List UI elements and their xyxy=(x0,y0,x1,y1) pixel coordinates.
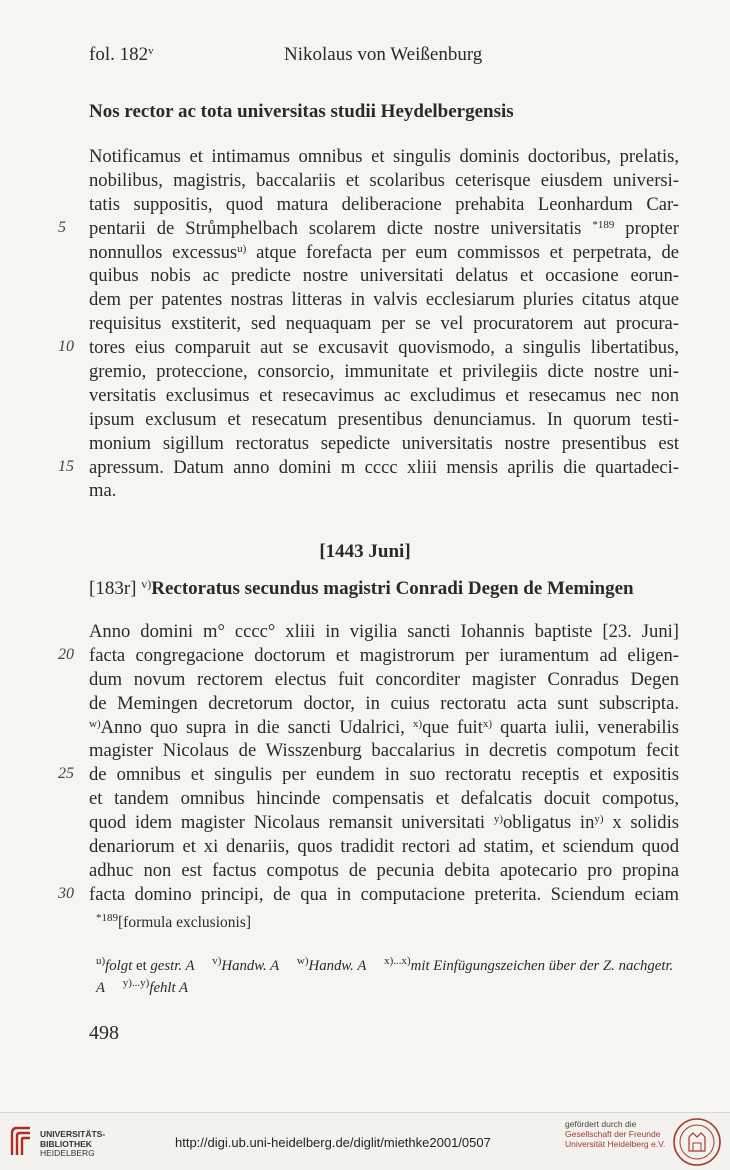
running-head xyxy=(89,44,678,70)
text-line: nobilibus, magistris, baccalariis et scolaribus ceterisque eiusdem universi- xyxy=(89,169,679,191)
text-line: magister Nicolaus de Wisszenburg baccalarius in decretis compotum fecit xyxy=(89,740,679,762)
line-number: 30 xyxy=(58,885,74,902)
text-line: quibus nobis ac predicte nostre universitati delatus et occasione eorun- xyxy=(89,265,679,287)
line-number: 20 xyxy=(58,646,74,663)
text-line: gremio, proteccione, consorcio, immunitate et privilegiis dicte nostre uni- xyxy=(89,361,679,383)
text-line: ma. xyxy=(89,480,117,502)
line-number: 10 xyxy=(58,338,74,355)
line-number: 25 xyxy=(58,765,74,782)
apparatus-marker[interactable]: u) xyxy=(237,242,247,255)
apparatus-marker[interactable]: x) xyxy=(482,717,493,730)
text-line: et tandem omnibus hincinde compensatis et defalcatis docuit compotus, xyxy=(89,788,679,810)
sponsor-credit: gefördert durch die Gesellschaft der Freunde Universität Heidelberg e.V. xyxy=(565,1119,666,1149)
text-line: tores eius comparuit aut se excusavit quovismodo, a singulis libertatibus, xyxy=(89,337,679,359)
text-line: adhuc non est factus compotus de pecunia debita apotecario pro propina xyxy=(89,859,679,881)
folio-verso-mark: v xyxy=(148,45,154,57)
footer-bar xyxy=(0,1112,730,1170)
text-line: de omnibus et singulis per eundem in suo rectoratu receptis et expositis xyxy=(89,764,679,786)
text-line: nonnullos excessus$^{u)}$ atque forefacta per eum commissos et perpetrata, de xyxy=(89,241,680,263)
apparatus-marker[interactable]: y) xyxy=(493,813,503,826)
apparatus-marker[interactable]: w) xyxy=(89,717,101,730)
folio: fol. 182$^v$ xyxy=(89,44,154,65)
text-line: denariorum et xi denariis, quos tradidit rectori ad statim, et sciendum quod xyxy=(89,836,679,858)
folio-reference: [183r] xyxy=(89,578,142,599)
text-line: monium sigillum rectoratus sepedicte universitatis nostre presentibus est xyxy=(89,432,679,454)
critical-apparatus xyxy=(96,956,696,999)
author-name: Nikolaus von Weißenburg xyxy=(284,44,483,65)
text-line: tatis suppositis, quod matura deliberacione prehabita Leonhardum Car- xyxy=(89,193,679,215)
text-line: de Memingen decretorum doctor, in cuius rectoratu acta sunt subscripta. xyxy=(89,692,679,714)
text-line: $^{w)}$Anno quo supra in die sancti Udalrici, $^{x)}$que fuit$^{x)}$ quarta iulii, venerabilis xyxy=(89,716,679,738)
main-text-block-2 xyxy=(89,620,679,907)
university-seal-icon xyxy=(672,1117,722,1167)
main-text-block-1 xyxy=(89,145,679,503)
text-line: ipsum exclusum et resecatum presentibus denunciamus. In quorum testi- xyxy=(89,408,679,430)
library-name: UNIVERSITÄTS- BIBLIOTHEK HEIDELBERG xyxy=(40,1129,106,1158)
footnote-marker[interactable]: *189 xyxy=(592,218,615,231)
page-number: 498 xyxy=(89,1022,119,1044)
footnote: $^{*189}$[formula exclusionis] xyxy=(96,912,252,931)
footnote-marker: *189 xyxy=(96,912,118,924)
text-line: pentarii de Strůmphelbach scolarem dicte nostre universitatis $^{*189}$ propter xyxy=(89,217,679,239)
date-heading: [1443 Juni] xyxy=(319,541,411,562)
apparatus-marker[interactable]: v) xyxy=(141,577,152,591)
line-number: 15 xyxy=(58,458,74,475)
text-line: requisitus exstiterit, sed nequaquam per se vel procuratorem aut procura- xyxy=(89,313,679,335)
section-title: Rectoratus secundus magistri Conradi Degen de Memingen xyxy=(151,578,634,599)
text-line: quod idem magister Nicolaus remansit universitati $^{y)}$obligatus $in^{y)}$ x solidis xyxy=(89,812,679,834)
text-line: versitatis exclusimus et resecavimus ac excludimus et resecamus nec non xyxy=(89,384,679,406)
apparatus-row: $^{u)}$folgt et gestr. A $^{v)}$Handw. A $^{w)}$Handw. A $^{x)...x)}$mit Einfügungszeichen über der Z. nachgetr. xyxy=(96,955,674,974)
line-number: 5 xyxy=(58,219,66,236)
text-line: dem per patentes nostras litteras in valvis ecclesiarum pluries citatus atque xyxy=(89,289,679,311)
library-logo-icon xyxy=(8,1125,34,1159)
text-line: facta congregacione doctorum et magistrorum per iuramentum ad eligen- xyxy=(89,644,679,666)
text-line: apressum. Datum anno domini m cccc xliii mensis aprilis die quartadeci- xyxy=(89,456,679,478)
section-heading: Nos rector ac tota universitas studii Heydelbergensis xyxy=(89,101,514,122)
apparatus-row: A $^{y)...y)}$fehlt A xyxy=(96,976,189,996)
text-line: facta domino principi, de qua in computacione preterita. Sciendum eciam xyxy=(89,883,679,905)
text-line: Notificamus et intimamus omnibus et singulis dominis doctoribus, prelatis, xyxy=(89,146,679,167)
apparatus-marker[interactable]: y) xyxy=(594,813,604,826)
text-line: Anno domini m° cccc° xliii in vigilia sancti Iohannis baptiste [23. Juni] xyxy=(89,621,679,642)
permalink-url[interactable]: http://digi.ub.uni-heidelberg.de/diglit/miethke2001/0507 xyxy=(175,1135,491,1150)
apparatus-marker[interactable]: x) xyxy=(412,717,423,730)
section-heading-2 xyxy=(89,578,679,600)
text-line: dum novum rectorem electus fuit concorditer magister Conradus Degen xyxy=(89,668,679,690)
